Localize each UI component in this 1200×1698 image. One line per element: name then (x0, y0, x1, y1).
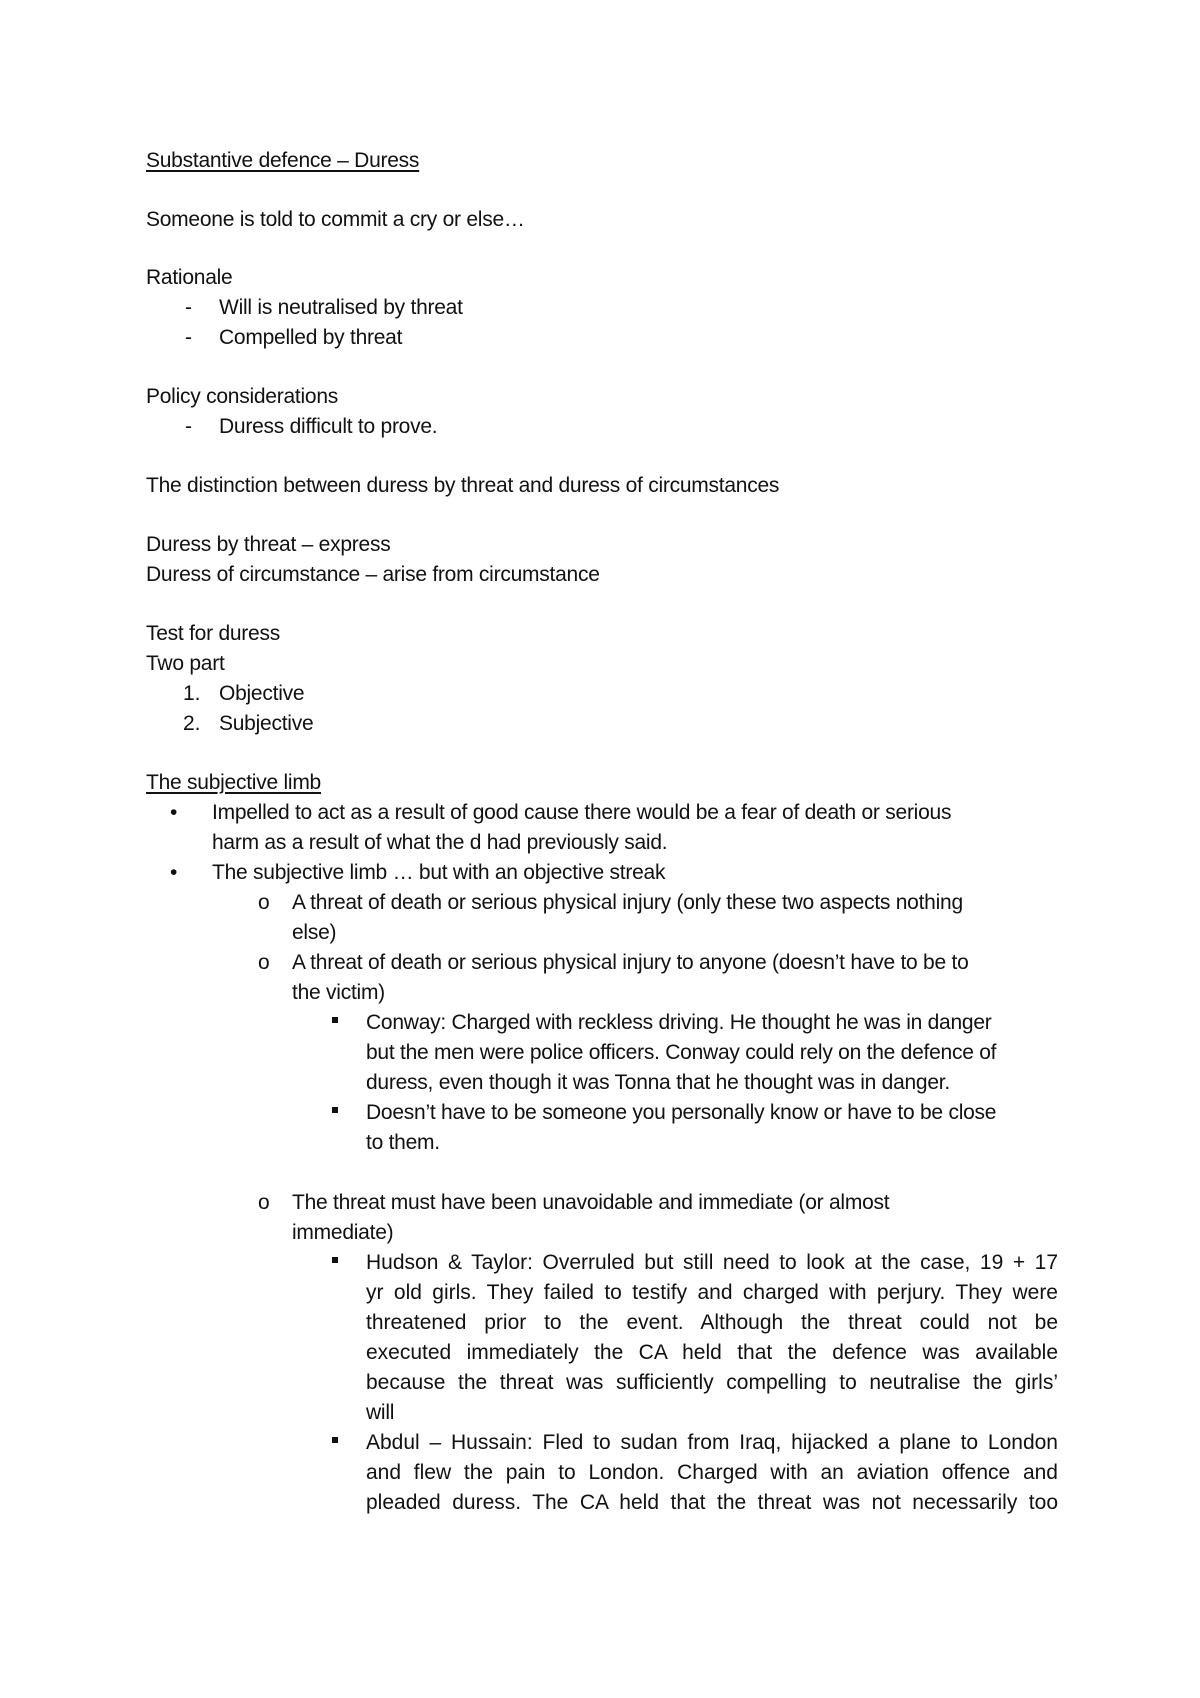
case-text: Doesn’t have to be someone you personally know or have to be close (366, 1101, 997, 1124)
case-text: pleaded duress. The CA held that the threat was not necessarily too (366, 1491, 1058, 1514)
bullet-text: harm as a result of what the d had previously said. (212, 831, 668, 854)
sub-bullet-text: The threat must have been unavoidable and immediate (or almost (292, 1191, 890, 1214)
bullet-text: The subjective limb … but with an objective streak (212, 861, 666, 884)
document-title: Substantive defence – Duress (146, 149, 420, 172)
policy-item: Duress difficult to prove. (219, 415, 438, 438)
case-text: duress, even though it was Tonna that he thought was in danger. (366, 1071, 950, 1094)
case-text: because the threat was sufficiently compelling to neutralise the girls’ (366, 1371, 1058, 1394)
rationale-item: Will is neutralised by threat (219, 296, 463, 319)
case-text: Hudson & Taylor: Overruled but still need to look at the case, 19 + 17 (366, 1251, 1058, 1274)
number-marker: 2. (183, 712, 201, 735)
case-text: yr old girls. They failed to testify and charged with perjury. They were (366, 1281, 1058, 1304)
case-text: Conway: Charged with reckless driving. He thought he was in danger (366, 1011, 992, 1034)
bullet-text: Impelled to act as a result of good cause there would be a fear of death or serious (212, 801, 952, 824)
case-text: will (366, 1401, 395, 1424)
sub-bullet-text: A threat of death or serious physical injury (only these two aspects nothing (292, 891, 963, 914)
rationale-heading: Rationale (146, 266, 233, 289)
case-text: and flew the pain to London. Charged with an aviation offence and (366, 1461, 1058, 1484)
case-text: to them. (366, 1131, 440, 1154)
test-sub: Two part (146, 652, 225, 675)
distinction-text: The distinction between duress by threat and duress of circumstances (146, 474, 780, 497)
dash-marker: - (185, 415, 192, 438)
circle-marker: o (258, 891, 270, 914)
sub-bullet-text: else) (292, 921, 337, 944)
number-marker: 1. (183, 682, 201, 705)
sub-bullet-text: A threat of death or serious physical injury to anyone (doesn’t have to be to (292, 951, 969, 974)
circle-marker: o (258, 1191, 270, 1214)
sub-bullet-text: the victim) (292, 981, 385, 1004)
bullet-marker: • (170, 801, 178, 824)
square-marker (332, 1437, 338, 1443)
square-marker (332, 1017, 338, 1023)
case-text: executed immediately the CA held that the defence was available (366, 1341, 1058, 1364)
circle-marker: o (258, 951, 270, 974)
case-text: but the men were police officers. Conway could rely on the defence of (366, 1041, 997, 1064)
test-item: Subjective (219, 712, 314, 735)
case-text: threatened prior to the event. Although the threat could not be (366, 1311, 1058, 1334)
rationale-item: Compelled by threat (219, 326, 403, 349)
intro-text: Someone is told to commit a cry or else… (146, 208, 525, 231)
square-marker (332, 1107, 338, 1113)
bullet-marker: • (170, 861, 178, 884)
test-item: Objective (219, 682, 305, 705)
duress-of-circumstance: Duress of circumstance – arise from circumstance (146, 563, 600, 586)
test-heading: Test for duress (146, 622, 280, 645)
dash-marker: - (185, 326, 192, 349)
square-marker (332, 1257, 338, 1263)
case-text: Abdul – Hussain: Fled to sudan from Iraq, hijacked a plane to London (366, 1431, 1058, 1454)
sub-bullet-text: immediate) (292, 1221, 394, 1244)
dash-marker: - (185, 296, 192, 319)
duress-by-threat: Duress by threat – express (146, 533, 391, 556)
policy-heading: Policy considerations (146, 385, 339, 408)
subjective-limb-heading: The subjective limb (146, 771, 321, 794)
